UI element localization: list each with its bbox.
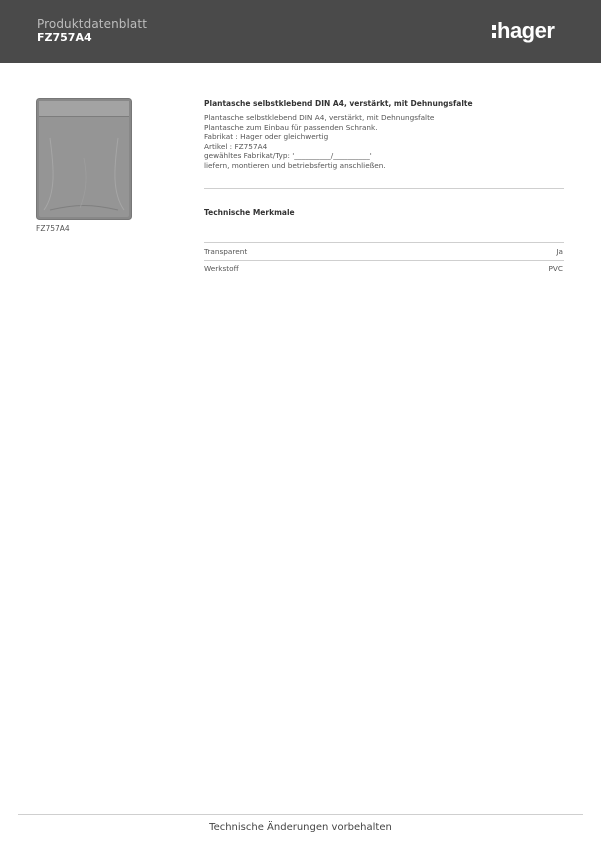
logo-mark-icon bbox=[492, 25, 496, 38]
description-line: Fabrikat : Hager oder gleichwertig bbox=[204, 132, 329, 142]
spec-label: Transparent bbox=[204, 247, 248, 256]
logo-text: hager bbox=[497, 18, 555, 43]
product-description-block bbox=[204, 99, 564, 171]
spec-label: Werkstoff bbox=[204, 264, 239, 273]
product-title: Plantasche selbstklebend DIN A4, verstärkt, mit Dehnungsfalte bbox=[204, 99, 473, 108]
description-line: Artikel : FZ757A4 bbox=[204, 141, 268, 151]
article-number-title: FZ757A4 bbox=[37, 31, 92, 44]
spec-row bbox=[204, 264, 563, 273]
product-image bbox=[36, 98, 132, 220]
spec-row bbox=[204, 247, 563, 256]
specs-heading: Technische Merkmale bbox=[204, 208, 295, 217]
footer-divider bbox=[18, 814, 583, 815]
description-line: Plantasche zum Einbau für passenden Schrank. bbox=[204, 122, 378, 132]
footer-note: Technische Änderungen vorbehalten bbox=[209, 822, 392, 833]
document-type: Produktdatenblatt bbox=[37, 17, 147, 31]
description-line: gewähltes Fabrikat/Typ: '__________/__________' bbox=[204, 151, 372, 161]
table-divider bbox=[204, 260, 564, 261]
image-caption: FZ757A4 bbox=[36, 224, 70, 233]
description-line: Plantasche selbstklebend DIN A4, verstärkt, mit Dehnungsfalte bbox=[204, 113, 435, 122]
spec-value: Ja bbox=[556, 247, 563, 256]
table-divider bbox=[204, 242, 564, 243]
page-header bbox=[0, 0, 601, 63]
spec-value: PVC bbox=[548, 264, 563, 273]
hager-logo bbox=[492, 18, 554, 44]
description-line: liefern, montieren und betriebsfertig anschließen. bbox=[204, 160, 386, 170]
section-divider bbox=[204, 188, 564, 189]
